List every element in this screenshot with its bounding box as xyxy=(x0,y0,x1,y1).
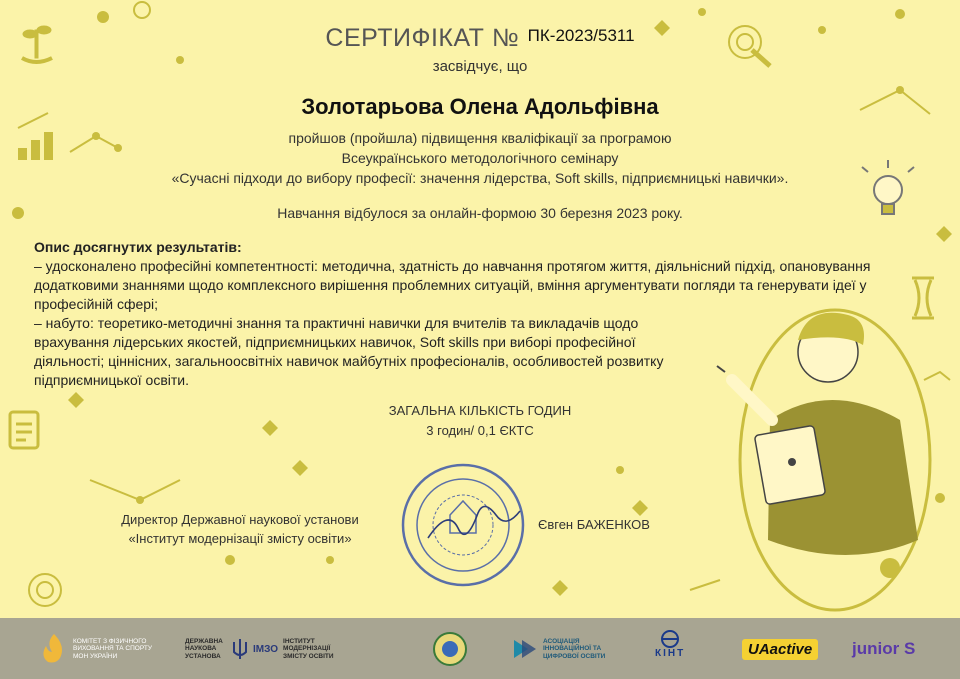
logo-text: КІНТ xyxy=(655,648,686,659)
director-line: «Інститут модернізації змісту освіти» xyxy=(128,531,352,546)
results-section xyxy=(34,238,894,390)
logo-uaactive xyxy=(742,630,818,668)
results-paragraph: – набуто: теоретико-методичні знання та практичні навички для вчителів та викладачів щодо врахування лідерських якостей, підприємницьких навичок, Soft skills при виборі професійної діяльності; ціннісних, загальноосвітніх навичок майбутніх професіоналів, особливостей розвитку підприємницької освіти. xyxy=(34,315,664,388)
official-stamp xyxy=(398,460,528,590)
title-text: СЕРТИФІКАТ № xyxy=(325,24,520,52)
results-heading: Опис досягнутих результатів: xyxy=(34,239,242,255)
logo-text: АСОЦІАЦІЯ ІННОВАЦІЙНОЇ ТА ЦИФРОВОЇ ОСВІТИ xyxy=(543,637,606,660)
logo-emblem xyxy=(432,630,468,668)
hours-label: ЗАГАЛЬНА КІЛЬКІСТЬ ГОДИН xyxy=(388,403,572,418)
hours-value: 3 годин/ 0,1 ЄКТС xyxy=(426,423,534,438)
kint-icon xyxy=(657,630,683,648)
logo-text: ІНСТИТУТ МОДЕРНІЗАЦІЇ ЗМІСТУ ОСВІТИ xyxy=(283,637,334,660)
logo-text: ДЕРЖАВНА НАУКОВА УСТАНОВА xyxy=(185,637,223,660)
logo-text: UAactive xyxy=(742,639,818,660)
arrow-logo-icon xyxy=(512,636,538,662)
hours-block xyxy=(0,401,960,441)
results-paragraph: – удосконалено професійні компетентності: методична, здатність до навчання протягом життя, діяльнісний підхід, опановування додатковими знаннями щодо комплексного вирішення проблемних ситуацій, вміння аргументувати погляди та генерувати ідеї у професійній сфері; xyxy=(34,258,871,312)
logo-imzo xyxy=(185,630,345,668)
training-date: Навчання відбулося за онлайн-формою 30 березня 2023 року. xyxy=(277,205,683,221)
program-line: «Сучасні підходи до вибору професії: значення лідерства, Soft skills, підприємницькі навички». xyxy=(171,170,789,186)
logo-imzo-mark: ІМЗО xyxy=(253,643,279,655)
recipient-name: Золотарьова Олена Адольфівна xyxy=(301,94,659,119)
program-description xyxy=(0,128,960,188)
certificate-title xyxy=(0,24,960,53)
flame-icon xyxy=(40,632,68,666)
logo-text: junior S xyxy=(852,639,916,658)
logo-association xyxy=(512,630,623,668)
signer-name: Євген БАЖЕНКОВ xyxy=(538,517,650,532)
program-line: Всеукраїнського методологічного семінару xyxy=(341,150,619,166)
director-line: Директор Державної наукової установи xyxy=(121,512,359,527)
logo-juniors xyxy=(852,630,915,668)
emblem-icon xyxy=(432,631,468,667)
trident-icon xyxy=(232,638,248,660)
program-line: пройшов (пройшла) підвищення кваліфікації за програмою xyxy=(288,130,672,146)
confirms-text: засвідчує, що xyxy=(432,58,528,75)
hourglass-icon xyxy=(912,278,934,318)
partner-logos-footer xyxy=(0,618,960,679)
logo-sports-committee xyxy=(40,630,153,668)
target-icon xyxy=(29,574,61,606)
logo-kint xyxy=(655,630,685,668)
logo-text: КОМІТЕТ З ФІЗИЧНОГО ВИХОВАННЯ ТА СПОРТУ МОН УКРАЇНИ xyxy=(73,637,152,660)
certificate-number: ПК-2023/5311 xyxy=(527,26,635,45)
director-title xyxy=(90,510,390,548)
